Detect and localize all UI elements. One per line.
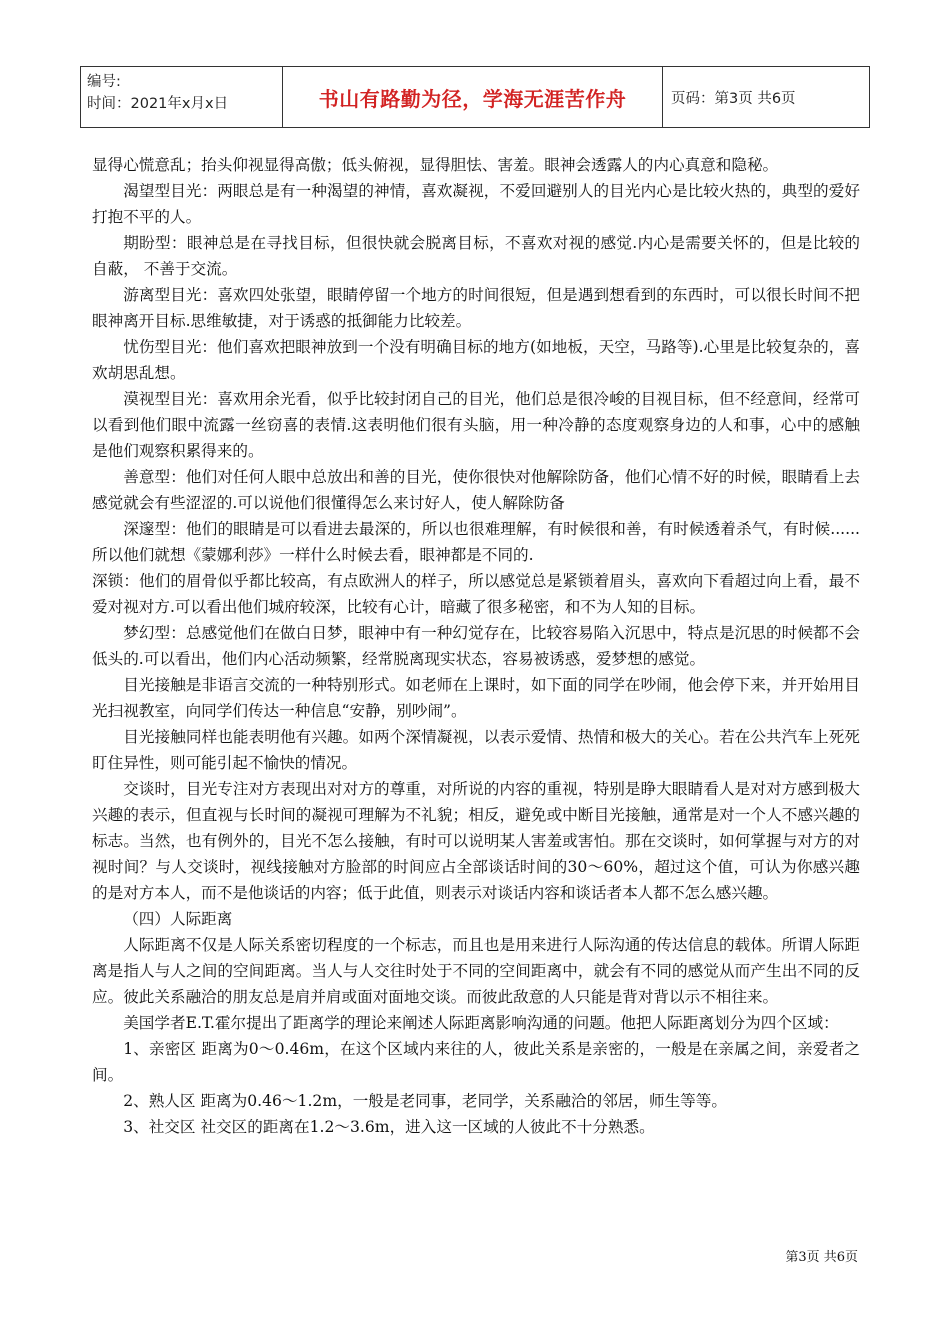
paragraph: 梦幻型：总感觉他们在做白日梦，眼神中有一种幻觉存在，比较容易陷入沉思中，特点是沉思的时候都不会低头的.可以看出，他们内心活动频繁，经常脱离现实状态，容易被诱惑，爱梦想的感觉。 — [92, 624, 860, 668]
paragraph: 善意型：他们对任何人眼中总放出和善的目光，使你很快对他解除防备，他们心情不好的时候，眼睛看上去感觉就会有些涩涩的.可以说他们很懂得怎么来讨好人，使人解除防备 — [92, 468, 860, 512]
header-motto: 书山有路勤为径，学海无涯苦作舟 — [283, 67, 663, 127]
paragraph: 1、亲密区 距离为0～0.46m，在这个区域内来往的人，彼此关系是亲密的，一般是在亲属之间，亲爱者之间。 — [92, 1040, 860, 1084]
page-footer: 第3页 共6页 — [785, 1250, 858, 1265]
paragraph: 交谈时，目光专注对方表现出对对方的尊重，对所说的内容的重视，特别是睁大眼睛看人是对对方感到极大兴趣的表示，但直视与长时间的凝视可理解为不礼貌；相反，避免或中断目光接触，通常是对一个人不感兴趣的标志。当然，也有例外的，目光不怎么接触，有时可以说明某人害羞或害怕。那在交谈时，如何掌握与对方的对视时间？与人交谈时，视线接触对方脸部的时间应占全部谈话时间的30～60%，超过这个值，可认为你感兴趣的是对方本人，而不是他谈话的内容；低于此值，则表示对谈话内容和谈话者本人都不怎么感兴趣。 — [92, 780, 860, 902]
paragraph: 期盼型：眼神总是在寻找目标，但很快就会脱离目标，不喜欢对视的感觉.内心是需要关怀的，但是比较的自蔽， 不善于交流。 — [92, 234, 860, 278]
header-page-info: 页码：第3页 共6页 — [671, 90, 796, 107]
paragraph: 深锁：他们的眉骨似乎都比较高，有点欧洲人的样子，所以感觉总是紧锁着眉头，喜欢向下看超过向上看，最不爱对视对方.可以看出他们城府较深，比较有心计，暗藏了很多秘密，和不为人知的目标。 — [92, 572, 860, 616]
paragraph: 显得心慌意乱；抬头仰视显得高傲；低头俯视，显得胆怯、害羞。眼神会透露人的内心真意和隐秘。 — [92, 156, 779, 174]
paragraph: 渴望型目光：两眼总是有一种渴望的神情，喜欢凝视，不爱回避别人的目光内心是比较火热的，典型的爱好打抱不平的人。 — [92, 182, 860, 226]
paragraph: 目光接触是非语言交流的一种特别形式。如老师在上课时，如下面的同学在吵闹，他会停下来，并开始用目光扫视教室，向同学们传达一种信息“安静，别吵闹”。 — [92, 676, 860, 720]
paragraph: （四）人际距离 — [123, 910, 233, 928]
header-meta — [81, 67, 283, 127]
paragraph: 深邃型：他们的眼睛是可以看进去最深的，所以也很难理解，有时候很和善，有时候透着杀气，有时候......所以他们就想《蒙娜利莎》一样什么时候去看，眼神都是不同的. — [92, 520, 860, 564]
paragraph: 漠视型目光：喜欢用余光看，似乎比较封闭自己的目光，他们总是很冷峻的目视目标，但不经意间，经常可以看到他们眼中流露一丝窃喜的表情.这表明他们很有头脑，用一种冷静的态度观察身边的人和事，心中的感触是他们观察积累得来的。 — [92, 390, 860, 460]
body-text — [92, 152, 860, 1140]
paragraph: 2、熟人区 距离为0.46～1.2m，一般是老同事，老同学，关系融洽的邻居，师生等等。 — [123, 1092, 727, 1110]
paragraph: 游离型目光：喜欢四处张望，眼睛停留一个地方的时间很短，但是遇到想看到的东西时，可以很长时间不把眼神离开目标.思维敏捷，对于诱惑的抵御能力比较差。 — [92, 286, 860, 330]
page-header — [80, 66, 870, 128]
paragraph: 人际距离不仅是人际关系密切程度的一个标志，而且也是用来进行人际沟通的传达信息的载体。所谓人际距离是指人与人之间的空间距离。当人与人交往时处于不同的空间距离中，就会有不同的感觉从而产生出不同的反应。彼此关系融洽的朋友总是肩并肩或面对面地交谈。而彼此敌意的人只能是背对背以示不相往来。 — [92, 936, 860, 1006]
number-label: 编号: — [87, 74, 121, 90]
paragraph: 忧伤型目光：他们喜欢把眼神放到一个没有明确目标的地方(如地板，天空，马路等).心里是比较复杂的，喜欢胡思乱想。 — [92, 338, 860, 382]
paragraph: 目光接触同样也能表明他有兴趣。如两个深情凝视，以表示爱情、热情和极大的关心。若在公共汽车上死死盯住异性，则可能引起不愉快的情况。 — [92, 728, 860, 772]
time-label: 时间：2021年x月x日 — [87, 96, 229, 112]
paragraph: 3、社交区 社交区的距离在1.2～3.6m，进入这一区域的人彼此不十分熟悉。 — [123, 1118, 655, 1136]
paragraph: 美国学者E.T.霍尔提出了距离学的理论来阐述人际距离影响沟通的问题。他把人际距离划分为四个区域： — [123, 1014, 839, 1032]
